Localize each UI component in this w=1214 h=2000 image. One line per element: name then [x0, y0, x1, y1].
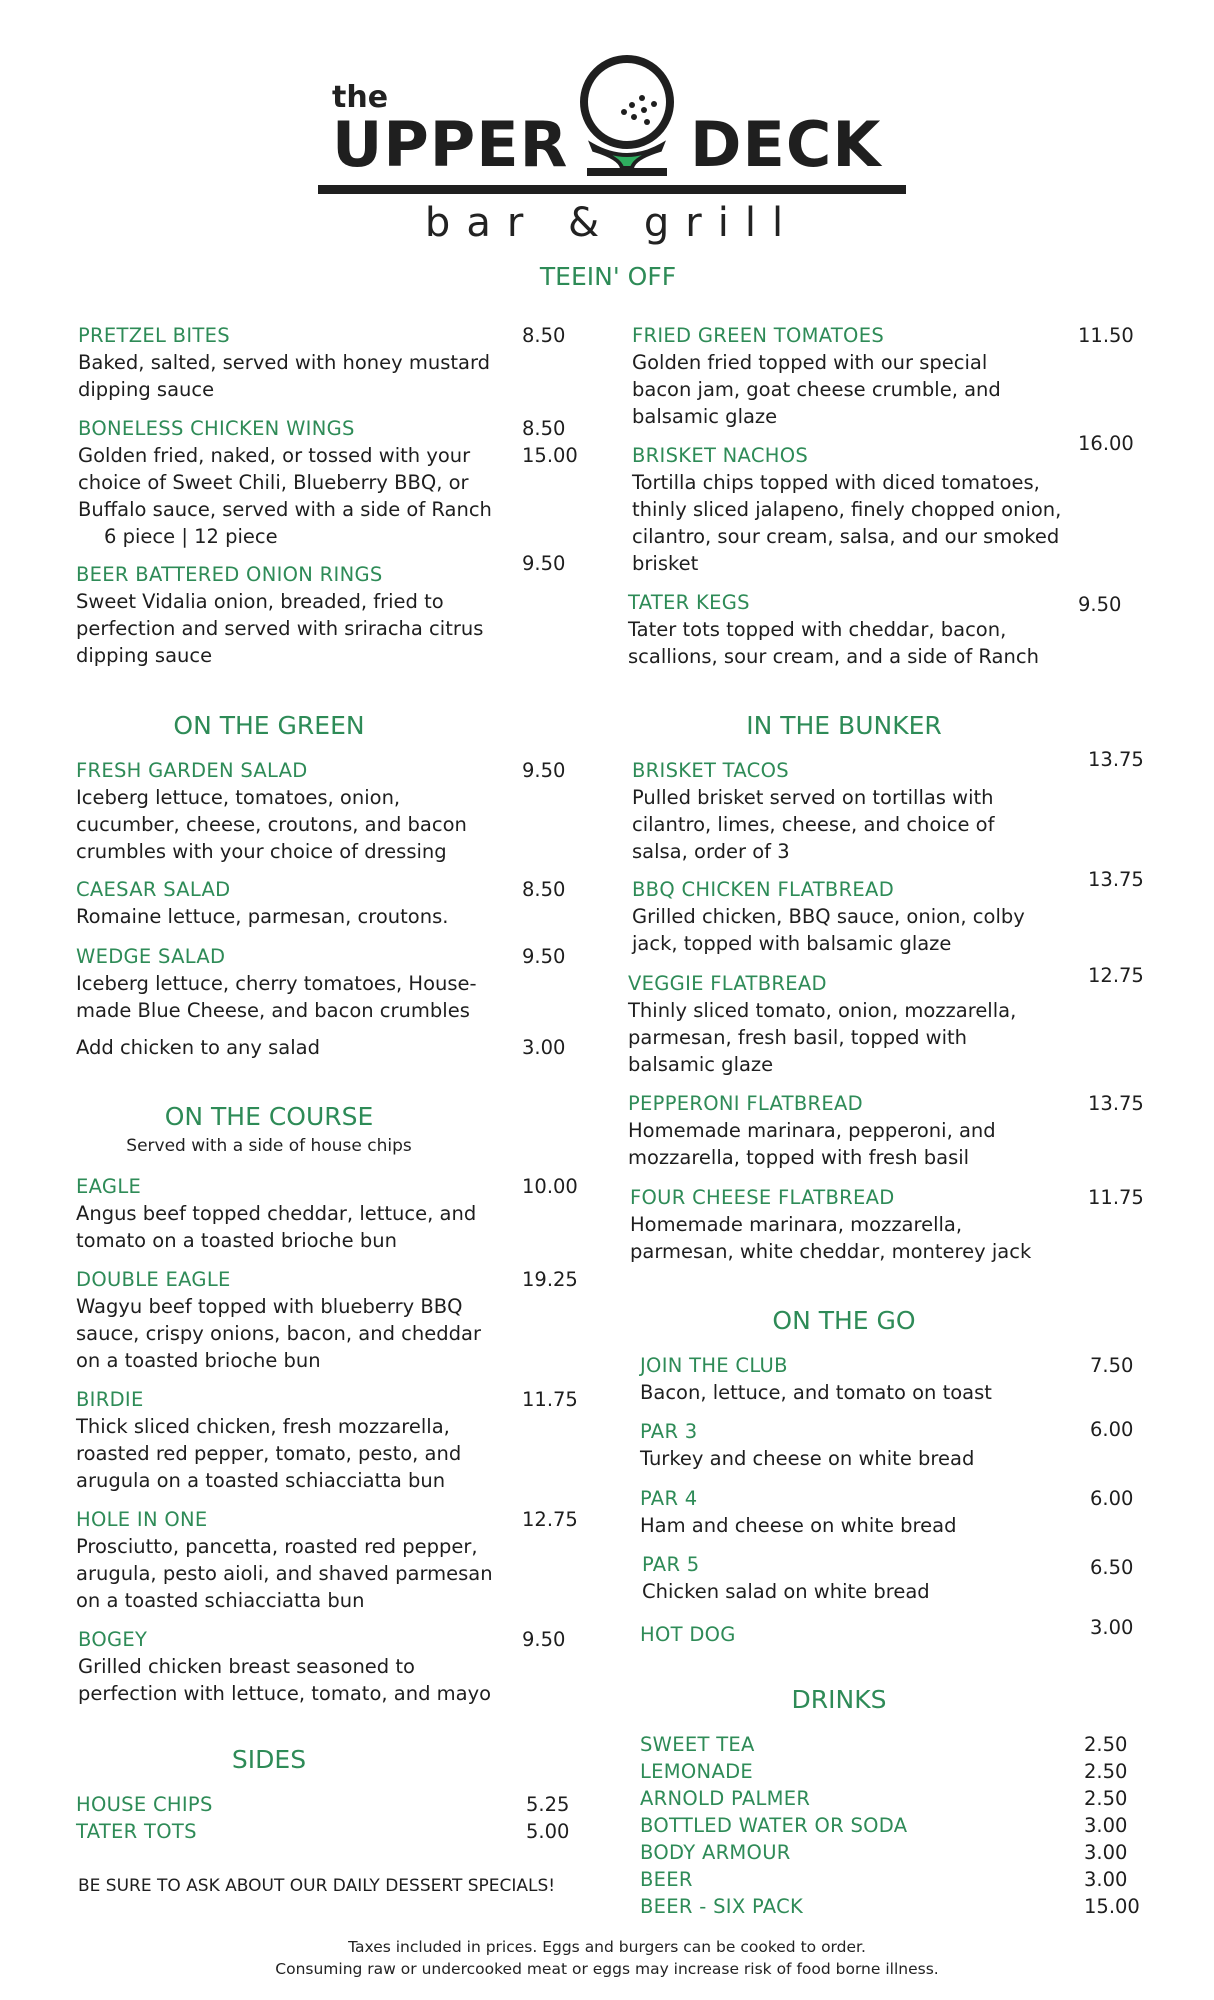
item-name: BOGEY — [78, 1628, 148, 1651]
menu-item — [78, 322, 498, 403]
item-price: 3.00 — [1090, 1616, 1134, 1639]
item-name: PAR 4 — [640, 1487, 698, 1510]
item-price: 19.25 — [522, 1268, 578, 1291]
item-price: 5.25 — [526, 1793, 570, 1816]
menu-item — [640, 1352, 1060, 1406]
drink-name: SWEET TEA — [640, 1733, 755, 1756]
drink-row — [640, 1785, 1140, 1812]
menu-item — [76, 943, 496, 1024]
logo-upper: UPPER — [332, 108, 569, 181]
item-name: BBQ CHICKEN FLATBREAD — [632, 878, 895, 901]
item-desc: Prosciutto, pancetta, roasted red pepper, arugula, pesto aioli, and shaved parmesan on a toasted schiacciatta bun — [76, 1535, 493, 1612]
item-name: HOUSE CHIPS — [76, 1793, 213, 1816]
item-price: 13.75 — [1088, 1092, 1144, 1115]
section-sides: SIDES — [231, 1745, 307, 1774]
item-name: PRETZEL BITES — [78, 324, 230, 347]
item-price: 6.00 — [1090, 1418, 1134, 1441]
item-name: HOT DOG — [640, 1623, 736, 1646]
menu-item — [76, 1173, 496, 1254]
item-name: WEDGE SALAD — [76, 945, 226, 968]
item-desc: Grilled chicken breast seasoned to perfection with lettuce, tomato, and mayo — [78, 1655, 492, 1705]
item-name: PAR 3 — [640, 1420, 698, 1443]
drink-price: 3.00 — [1084, 1814, 1128, 1837]
item-price: 12.75 — [1088, 964, 1144, 987]
drink-name: ARNOLD PALMER — [640, 1787, 811, 1810]
item-desc: Pulled brisket served on tortillas with cilantro, limes, cheese, and choice of salsa, order of 3 — [632, 786, 995, 863]
item-name: HOLE IN ONE — [76, 1508, 208, 1531]
footer-line-1: Taxes included in prices. Eggs and burgers can be cooked to order. — [348, 1938, 866, 1956]
item-price: 3.00 — [522, 1036, 566, 1059]
item-desc: Golden fried topped with our special bacon jam, goat cheese crumble, and balsamic glaze — [632, 351, 1001, 428]
item-name: BRISKET NACHOS — [632, 444, 809, 467]
item-name: JOIN THE CLUB — [640, 1354, 788, 1377]
item-price: 9.50 — [522, 945, 566, 968]
drink-price: 2.50 — [1084, 1733, 1128, 1756]
drink-price: 2.50 — [1084, 1760, 1128, 1783]
item-price: 8.50 — [522, 324, 566, 347]
menu-item — [628, 1090, 1048, 1171]
menu-item — [630, 1184, 1050, 1265]
drink-name: BEER - SIX PACK — [640, 1895, 804, 1918]
item-price: 9.50 — [522, 552, 566, 575]
item-price: 5.00 — [526, 1820, 570, 1843]
menu-item — [632, 876, 1052, 957]
logo-underline — [318, 185, 906, 194]
menu-item — [632, 757, 1052, 865]
dessert-notice: BE SURE TO ASK ABOUT OUR DAILY DESSERT SPECIALS! — [78, 1876, 556, 1896]
menu-item — [640, 1485, 1060, 1539]
item-price: 13.75 — [1088, 748, 1144, 771]
drink-price: 2.50 — [1084, 1787, 1128, 1810]
logo-deck: DECK — [690, 108, 882, 181]
item-price: 7.50 — [1090, 1354, 1134, 1377]
menu-item — [78, 1626, 498, 1707]
drink-price: 15.00 — [1084, 1895, 1140, 1918]
drink-row — [640, 1812, 1140, 1839]
item-price: 8.50 — [522, 878, 566, 901]
drink-row — [640, 1731, 1140, 1758]
menu-item — [632, 322, 1052, 430]
item-name: BEER BATTERED ONION RINGS — [76, 563, 383, 586]
item-desc: Iceberg lettuce, cherry tomatoes, House-made Blue Cheese, and bacon crumbles — [76, 972, 477, 1022]
item-price: 9.50 — [522, 759, 566, 782]
menu-item — [640, 1418, 1060, 1472]
section-on-the-course: ON THE COURSE — [164, 1102, 374, 1131]
menu-item — [76, 561, 496, 669]
menu-item — [76, 876, 496, 930]
item-name: PEPPERONI FLATBREAD — [628, 1092, 863, 1115]
item-desc: Grilled chicken, BBQ sauce, onion, colby jack, topped with balsamic glaze — [632, 905, 1025, 955]
item-sizes: 6 piece | 12 piece — [104, 525, 278, 548]
menu-item — [76, 757, 496, 865]
item-desc: Homemade marinara, pepperoni, and mozzarella, topped with fresh basil — [628, 1119, 996, 1169]
item-name: TATER KEGS — [628, 591, 750, 614]
section-teein-off: TEEIN' OFF — [539, 262, 677, 291]
menu-item — [76, 1386, 496, 1494]
drink-row — [640, 1758, 1140, 1785]
menu-item — [628, 589, 1048, 670]
item-desc: Sweet Vidalia onion, breaded, fried to perfection and served with sriracha citrus dipping sauce — [76, 590, 484, 667]
item-price: 11.50 — [1078, 324, 1134, 347]
item-desc: Turkey and cheese on white bread — [640, 1447, 975, 1470]
item-name: FOUR CHEESE FLATBREAD — [630, 1186, 895, 1209]
item-desc: Tater tots topped with cheddar, bacon, scallions, sour cream, and a side of Ranch — [628, 618, 1039, 668]
item-desc: Wagyu beef topped with blueberry BBQ sauce, crispy onions, bacon, and cheddar on a toasted brioche bun — [76, 1295, 481, 1372]
item-price: 8.50 — [522, 417, 566, 440]
item-desc: Tortilla chips topped with diced tomatoes, thinly sliced jalapeno, finely chopped onion, cilantro, sour cream, salsa, and our smoked brisket — [632, 471, 1062, 575]
drinks-list — [640, 1731, 1140, 1920]
section-on-the-go: ON THE GO — [772, 1306, 916, 1335]
logo-subtitle: bar & grill — [424, 200, 800, 246]
drink-price: 3.00 — [1084, 1868, 1128, 1891]
golf-ball-tee-icon — [572, 50, 682, 180]
item-name: DOUBLE EAGLE — [76, 1268, 231, 1291]
item-price: 12.75 — [522, 1508, 578, 1531]
item-price: 6.50 — [1090, 1556, 1134, 1579]
item-desc: Ham and cheese on white bread — [640, 1514, 957, 1537]
item-desc: Romaine lettuce, parmesan, croutons. — [76, 905, 449, 928]
section-note: Served with a side of house chips — [126, 1136, 412, 1156]
item-desc: Angus beef topped cheddar, lettuce, and tomato on a toasted brioche bun — [76, 1202, 477, 1252]
item-desc: Bacon, lettuce, and tomato on toast — [640, 1381, 992, 1404]
item-name: BONELESS CHICKEN WINGS — [78, 417, 355, 440]
item-desc: Thick sliced chicken, fresh mozzarella, roasted red pepper, tomato, pesto, and arugula on a toasted schiacciatta bun — [76, 1415, 462, 1492]
item-desc: Golden fried, naked, or tossed with your choice of Sweet Chili, Blueberry BBQ, or Buffalo sauce, served with a side of Ranch — [78, 444, 492, 521]
item-price: 11.75 — [522, 1388, 578, 1411]
menu-item — [628, 970, 1048, 1078]
section-on-the-green: ON THE GREEN — [173, 711, 365, 740]
item-name: EAGLE — [76, 1175, 142, 1198]
item-desc: Thinly sliced tomato, onion, mozzarella, parmesan, fresh basil, topped with balsamic glaze — [628, 999, 1017, 1076]
menu-item — [632, 442, 1062, 577]
drink-name: BODY ARMOUR — [640, 1841, 791, 1864]
item-name: FRIED GREEN TOMATOES — [632, 324, 885, 347]
menu-item — [76, 1506, 496, 1614]
item-desc: Baked, salted, served with honey mustard dipping sauce — [78, 351, 491, 401]
item-name: CAESAR SALAD — [76, 878, 231, 901]
add-on-text: Add chicken to any salad — [76, 1036, 320, 1059]
drink-name: LEMONADE — [640, 1760, 754, 1783]
drink-row — [640, 1866, 1140, 1893]
footer-line-2: Consuming raw or undercooked meat or eggs may increase risk of food borne illness. — [275, 1960, 939, 1978]
item-price: 10.00 — [522, 1175, 578, 1198]
item-name: BRISKET TACOS — [632, 759, 789, 782]
menu-item — [78, 415, 498, 550]
item-price: 16.00 — [1078, 432, 1134, 455]
item-price: 9.50 — [1078, 593, 1122, 616]
menu-item — [76, 1266, 496, 1374]
item-name: FRESH GARDEN SALAD — [76, 759, 308, 782]
item-price: 11.75 — [1088, 1186, 1144, 1209]
section-drinks: DRINKS — [791, 1685, 887, 1714]
item-desc: Iceberg lettuce, tomatoes, onion, cucumber, cheese, croutons, and bacon crumbles with your choice of dressing — [76, 786, 467, 863]
item-price-2: 15.00 — [522, 444, 578, 467]
section-in-the-bunker: IN THE BUNKER — [746, 711, 942, 740]
drink-name: BEER — [640, 1868, 693, 1891]
item-price: 9.50 — [522, 1628, 566, 1651]
item-name: PAR 5 — [642, 1553, 700, 1576]
item-name: TATER TOTS — [76, 1820, 197, 1843]
drink-row — [640, 1893, 1140, 1920]
drink-row — [640, 1839, 1140, 1866]
item-desc: Homemade marinara, mozzarella, parmesan, white cheddar, monterey jack — [630, 1213, 1032, 1263]
logo-the: the — [332, 80, 389, 115]
item-name: BIRDIE — [76, 1388, 144, 1411]
drink-name: BOTTLED WATER OR SODA — [640, 1814, 908, 1837]
item-name: VEGGIE FLATBREAD — [628, 972, 827, 995]
menu-item — [642, 1551, 1062, 1605]
item-price: 13.75 — [1088, 868, 1144, 891]
item-desc: Chicken salad on white bread — [642, 1580, 930, 1603]
item-price: 6.00 — [1090, 1487, 1134, 1510]
drink-price: 3.00 — [1084, 1841, 1128, 1864]
